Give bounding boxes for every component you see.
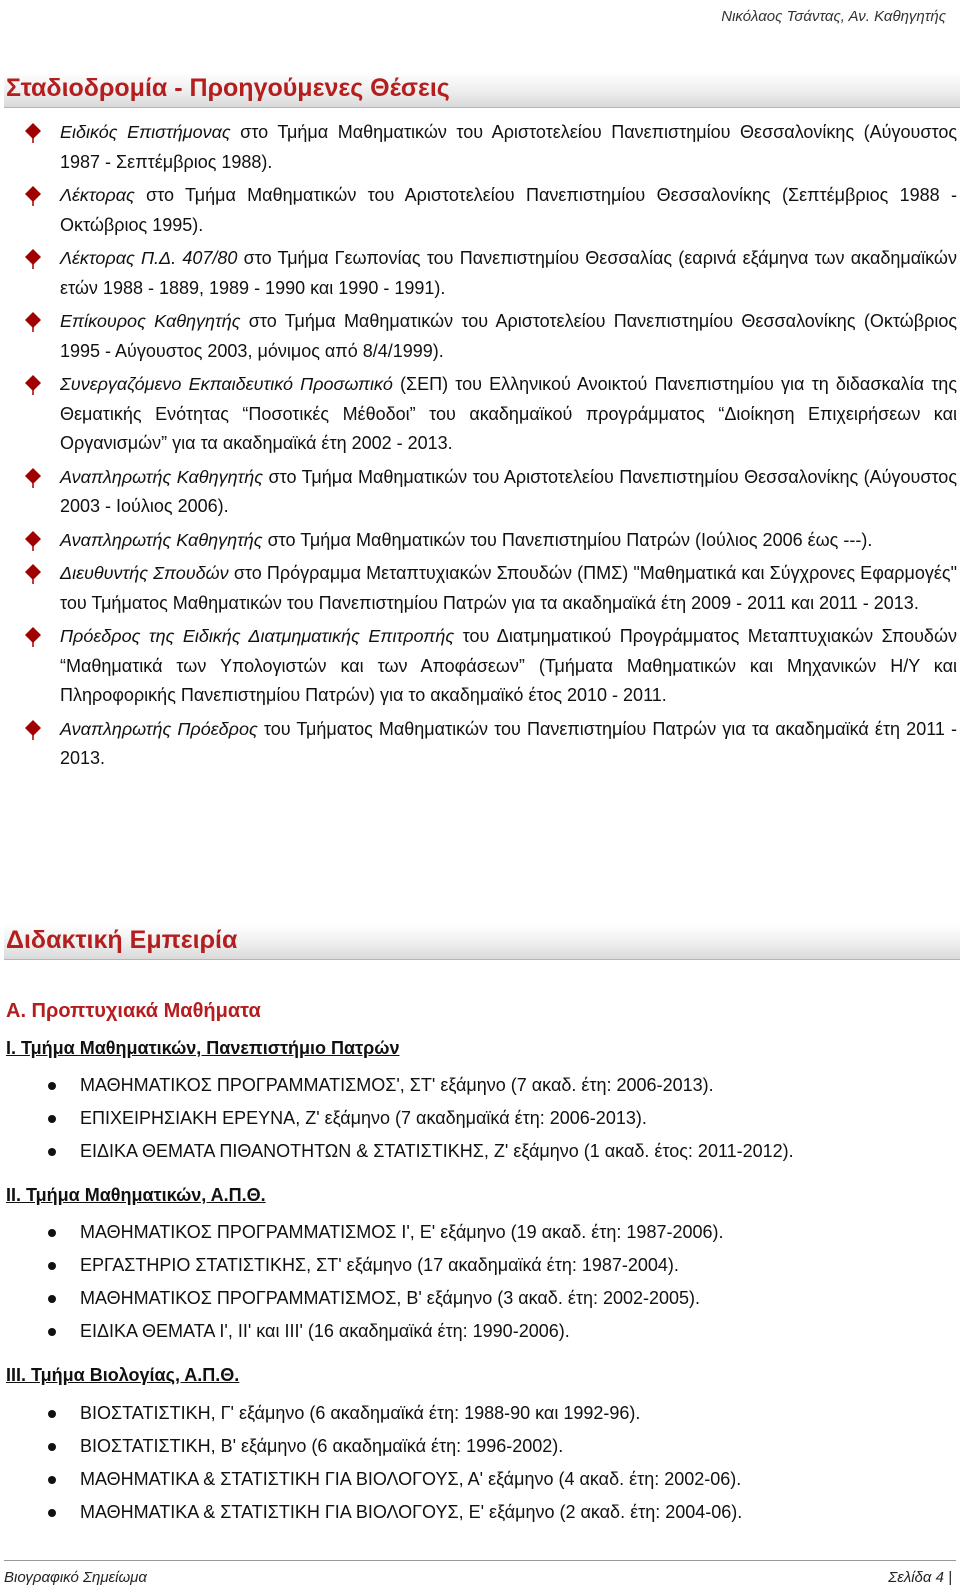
- career-role: Επίκουρος Καθηγητής: [60, 311, 241, 331]
- course-item: ΕΙΔΙΚΑ ΘΕΜΑΤΑ ΠΙΘΑΝΟΤΗΤΩΝ & ΣΤΑΤΙΣΤΙΚΗΣ, Ζ' εξάμηνο (1 ακαδ. έτος: 2011-2012).: [46, 1135, 794, 1168]
- teaching-heading: Διδακτική Εμπειρία: [4, 924, 960, 960]
- course-item: ΜΑΘΗΜΑΤΙΚΟΣ ΠΡΟΓΡΑΜΜΑΤΙΣΜΟΣ Ι', Ε' εξάμηνο (19 ακαδ. έτη: 1987-2006).: [46, 1216, 724, 1249]
- course-item: ΜΑΘΗΜΑΤΙΚΟΣ ΠΡΟΓΡΑΜΜΑΤΙΣΜΟΣ, Β' εξάμηνο (3 ακαδ. έτη: 2002-2005).: [46, 1282, 724, 1315]
- bullet-dot-icon: [48, 1295, 56, 1303]
- dept-heading: II. Τμήμα Μαθηματικών, Α.Π.Θ.: [6, 1185, 266, 1205]
- bullet-dot-icon: [48, 1476, 56, 1484]
- bullet-dot-icon: [48, 1262, 56, 1270]
- career-item: [24, 118, 957, 177]
- career-text: (ΣΕΠ) του Ελληνικού Ανοικτού Πανεπιστημίου για τη διδασκαλία της Θεματικής Ενότητας “Ποσοτικές Μέθοδοι” του ακαδημαϊκού προγράμματος “Διοίκηση Επιχειρήσεων και Οργανισμών” για τα ακαδημαϊκά έτη 2002 - 2013.: [60, 374, 957, 453]
- diamond-bullet-icon: [24, 531, 42, 551]
- course-item: ΜΑΘΗΜΑΤΙΚΑ & ΣΤΑΤΙΣΤΙΚΗ ΓΙΑ ΒΙΟΛΟΓΟΥΣ, Α' εξάμηνο (4 ακαδ. έτη: 2002-06).: [46, 1463, 742, 1496]
- career-text: στο Τμήμα Μαθηματικών του Αριστοτελείου Πανεπιστημίου Θεσσαλονίκης (Αύγουστος 2003 - Ιούλιος 2006).: [60, 466, 957, 516]
- career-role: Πρόεδρος της Ειδικής Διατμηματικής Επιτροπής: [60, 626, 455, 646]
- bullet-dot-icon: [48, 1443, 56, 1451]
- bullet-dot-icon: [48, 1229, 56, 1237]
- course-list: [46, 1216, 724, 1348]
- career-role: Ειδικός Επιστήμονας: [60, 122, 231, 142]
- career-text: στο Τμήμα Μαθηματικών του Αριστοτελείου Πανεπιστημίου Θεσσαλονίκης (Σεπτέμβριος 1988 - Οκτώβριος 1995).: [60, 185, 957, 235]
- diamond-bullet-icon: [24, 375, 42, 395]
- career-role: Διευθυντής Σπουδών: [60, 563, 229, 583]
- career-list: [24, 118, 957, 778]
- diamond-bullet-icon: [24, 123, 42, 143]
- diamond-bullet-icon: [24, 249, 42, 269]
- career-item: [24, 559, 957, 618]
- bullet-dot-icon: [48, 1410, 56, 1418]
- bullet-dot-icon: [48, 1509, 56, 1517]
- career-text: στο Τμήμα Μαθηματικών του Αριστοτελείου Πανεπιστημίου Θεσσαλονίκης (Οκτώβριος 1995 - Αύγουστος 2003, μόνιμος από 8/4/1999).: [60, 311, 958, 361]
- career-role: Αναπληρωτής Καθηγητής: [60, 529, 263, 550]
- career-role: Λέκτορας Π.Δ. 407/80: [60, 248, 238, 268]
- course-item: ΜΑΘΗΜΑΤΙΚΟΣ ΠΡΟΓΡΑΜΜΑΤΙΣΜΟΣ', ΣΤ' εξάμηνο (7 ακαδ. έτη: 2006-2013).: [46, 1069, 794, 1102]
- career-heading: Σταδιοδρομία - Προηγούμενες Θέσεις: [4, 72, 960, 108]
- career-item: [24, 463, 957, 522]
- course-list: [46, 1069, 794, 1168]
- career-text: στο Τμήμα Μαθηματικών του Πανεπιστημίου Πατρών (Ιούλιος 2006 έως ---).: [262, 529, 873, 550]
- career-item: [24, 622, 957, 711]
- page-number: Σελίδα 4 |: [888, 1569, 952, 1586]
- diamond-bullet-icon: [24, 312, 42, 332]
- diamond-bullet-icon: [24, 564, 42, 584]
- career-role: Αναπληρωτής Καθηγητής: [60, 466, 264, 487]
- page-footer: [4, 1560, 956, 1586]
- career-text: του Τμήματος Μαθηματικών του Πανεπιστημίου Πατρών για τα ακαδημαϊκά έτη 2011 - 2013.: [60, 718, 958, 768]
- course-item: ΜΑΘΗΜΑΤΙΚΑ & ΣΤΑΤΙΣΤΙΚΗ ΓΙΑ ΒΙΟΛΟΓΟΥΣ, Ε' εξάμηνο (2 ακαδ. έτη: 2004-06).: [46, 1496, 742, 1529]
- career-role: Αναπληρωτής Πρόεδρος: [60, 718, 258, 739]
- course-list: [46, 1397, 742, 1529]
- diamond-bullet-icon: [24, 720, 42, 740]
- career-item: [24, 526, 957, 556]
- diamond-bullet-icon: [24, 627, 42, 647]
- career-text: στο Τμήμα Γεωπονίας του Πανεπιστημίου Θεσσαλίας (εαρινά εξάμηνα των ακαδημαϊκών ετών 1988 - 1889, 1989 - 1990 και 1990 - 1991).: [60, 248, 957, 298]
- career-text: στο Τμήμα Μαθηματικών του Αριστοτελείου Πανεπιστημίου Θεσσαλονίκης (Αύγουστος 1987 - Σεπτέμβριος 1988).: [60, 122, 958, 172]
- undergrad-heading: Α. Προπτυχιακά Μαθήματα: [6, 1000, 261, 1022]
- running-header: Νικόλαος Τσάντας, Αν. Καθηγητής: [721, 8, 946, 25]
- bullet-dot-icon: [48, 1328, 56, 1336]
- career-item: [24, 244, 957, 303]
- career-role: Λέκτορας: [60, 185, 135, 205]
- career-text: του Διατμηματικού Προγράμματος Μεταπτυχιακών Σπουδών “Μαθηματικά των Υπολογιστών και των Αποφάσεων” (Τμήματα Μαθηματικών και Μηχανικών Η/Υ και Πληροφορικής Πανεπιστημίου Πατρών) για το ακαδημαϊκό έτος 2010 - 2011.: [60, 626, 957, 705]
- career-item: [24, 715, 957, 774]
- career-item: [24, 307, 957, 366]
- bullet-dot-icon: [48, 1115, 56, 1123]
- dept-heading: I. Τμήμα Μαθηματικών, Πανεπιστήμιο Πατρών: [6, 1038, 400, 1058]
- diamond-bullet-icon: [24, 468, 42, 488]
- diamond-bullet-icon: [24, 186, 42, 206]
- footer-title: Βιογραφικό Σημείωμα: [4, 1569, 147, 1586]
- career-item: [24, 370, 957, 459]
- course-item: ΒΙΟΣΤΑΤΙΣΤΙΚΗ, Β' εξάμηνο (6 ακαδημαϊκά έτη: 1996-2002).: [46, 1430, 742, 1463]
- bullet-dot-icon: [48, 1082, 56, 1090]
- bullet-dot-icon: [48, 1148, 56, 1156]
- career-item: [24, 181, 957, 240]
- career-text: στο Πρόγραμμα Μεταπτυχιακών Σπουδών (ΠΜΣ) "Μαθηματικά και Σύγχρονες Εφαρμογές" του Τμήματος Μαθηματικών του Πανεπιστημίου Πατρών για τα ακαδημαϊκά έτη 2009 - 2011 και 2011 - 2013.: [60, 563, 957, 613]
- course-item: ΒΙΟΣΤΑΤΙΣΤΙΚΗ, Γ' εξάμηνο (6 ακαδημαϊκά έτη: 1988-90 και 1992-96).: [46, 1397, 742, 1430]
- course-item: ΕΙΔΙΚΑ ΘΕΜΑΤΑ Ι', ΙΙ' και ΙΙΙ' (16 ακαδημαϊκά έτη: 1990-2006).: [46, 1315, 724, 1348]
- dept-heading: III. Τμήμα Βιολογίας, Α.Π.Θ.: [6, 1365, 240, 1385]
- course-item: ΕΡΓΑΣΤΗΡΙΟ ΣΤΑΤΙΣΤΙΚΗΣ, ΣΤ' εξάμηνο (17 ακαδημαϊκά έτη: 1987-2004).: [46, 1249, 724, 1282]
- course-item: ΕΠΙΧΕΙΡΗΣΙΑΚΗ ΕΡΕΥΝΑ, Ζ' εξάμηνο (7 ακαδημαϊκά έτη: 2006-2013).: [46, 1102, 794, 1135]
- career-role: Συνεργαζόμενο Εκπαιδευτικό Προσωπικό: [60, 374, 393, 394]
